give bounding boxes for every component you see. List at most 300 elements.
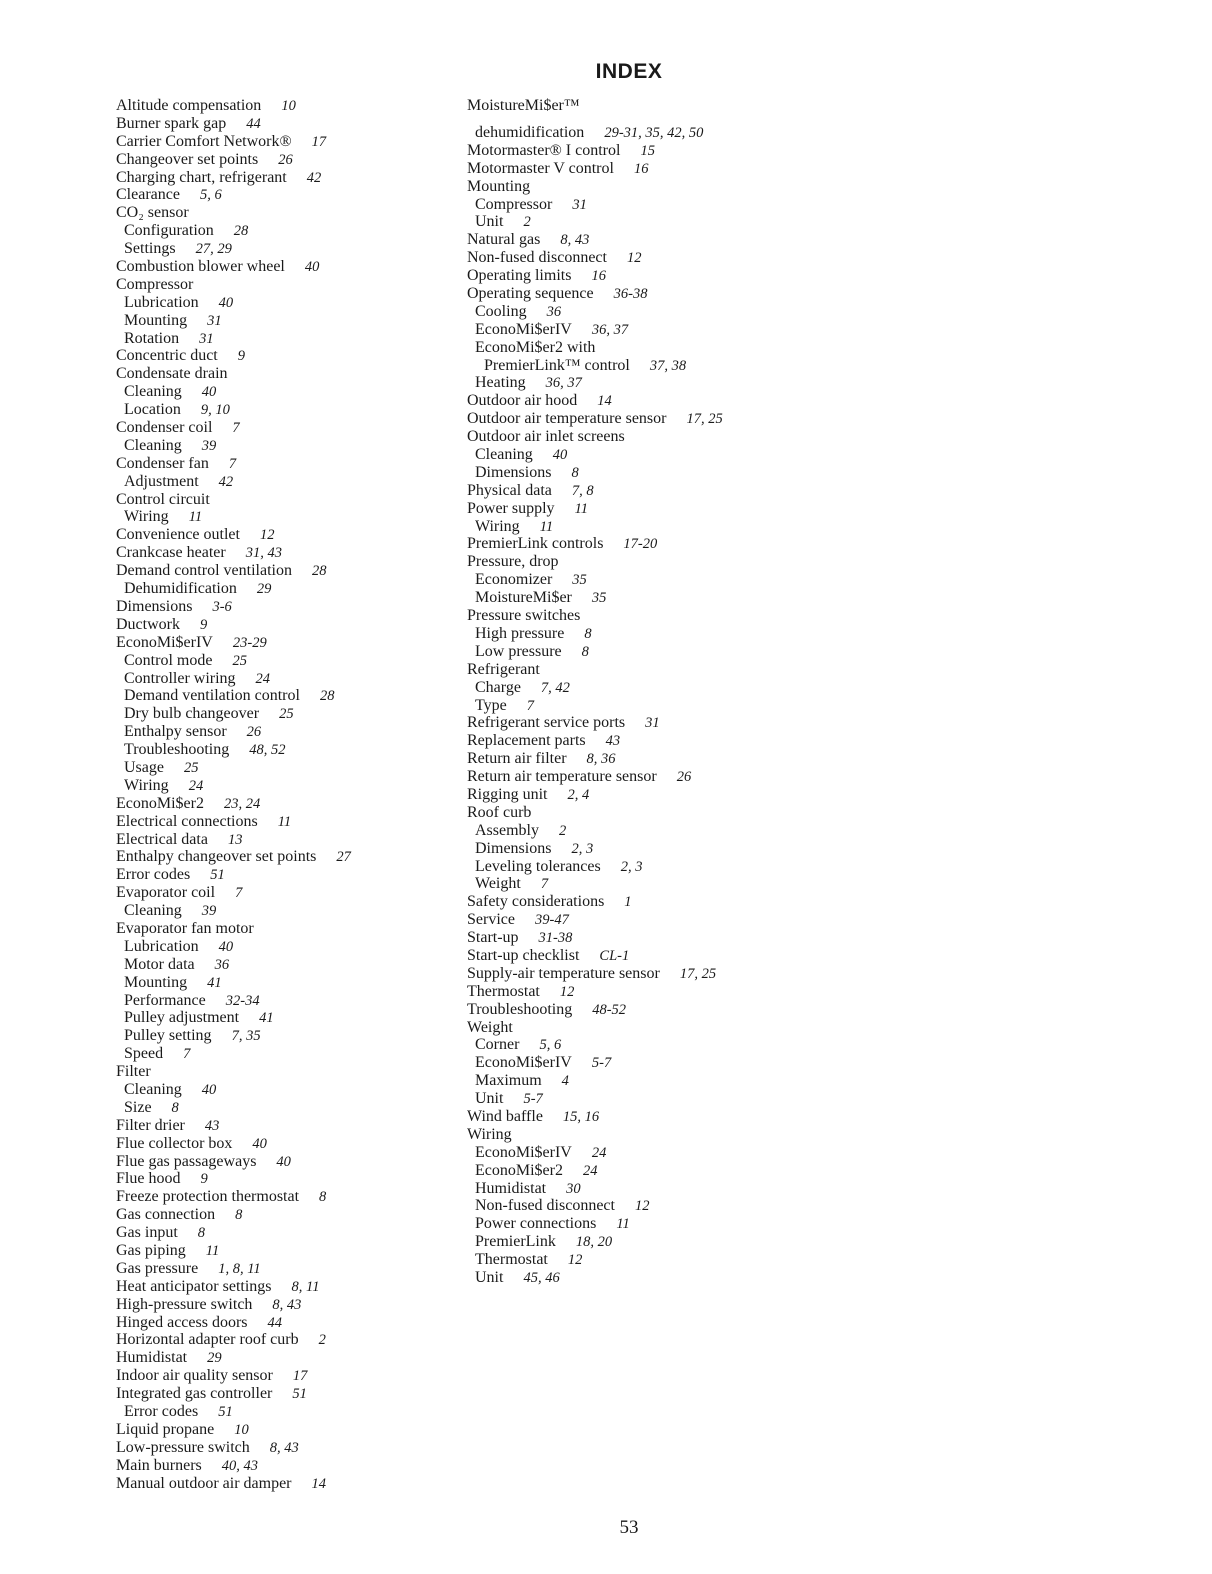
index-page-ref: 4 <box>561 1073 569 1090</box>
index-page-ref: 31 <box>645 715 660 732</box>
index-entry <box>467 1215 797 1233</box>
index-page-ref: 11 <box>188 509 203 526</box>
index-page-ref: 40 <box>276 1153 291 1170</box>
index-term: Replacement parts <box>467 732 586 750</box>
index-page-ref: 12 <box>634 1198 650 1215</box>
index-entry <box>116 294 456 312</box>
index-entry <box>116 1188 456 1206</box>
index-term: Outdoor air hood <box>467 392 578 410</box>
index-page-ref: 27 <box>336 849 351 866</box>
index-page-ref: 31 <box>199 330 214 347</box>
index-entry <box>116 652 456 670</box>
index-entry <box>467 768 797 786</box>
index-term: Roof curb <box>467 803 532 821</box>
index-page-ref: 43 <box>605 733 621 750</box>
index-term: Convenience outlet <box>116 526 240 544</box>
index-term: Enthalpy changeover set points <box>116 848 317 866</box>
index-page-ref: 40 <box>552 447 568 464</box>
index-term: Power connections <box>475 1215 597 1233</box>
index-entry <box>116 365 456 383</box>
index-entry <box>116 902 456 920</box>
index-term: Wiring <box>475 517 520 535</box>
index-page-ref: 17-20 <box>623 536 658 553</box>
index-term: Dimensions <box>116 597 193 615</box>
index-entry <box>116 634 456 652</box>
index-page-ref: 17, 25 <box>679 965 717 982</box>
index-entry <box>116 240 456 258</box>
index-page-ref: 17 <box>311 133 327 150</box>
index-entry <box>467 929 797 947</box>
index-term: Concentric duct <box>116 347 218 365</box>
index-term: Cleaning <box>124 1080 182 1098</box>
index-term: Dimensions <box>475 463 552 481</box>
index-term: Wiring <box>467 1125 512 1143</box>
index-page-ref: 40 <box>252 1135 267 1152</box>
index-page-ref: 31 <box>572 196 587 213</box>
index-entry <box>467 983 797 1001</box>
index-entry <box>467 321 797 339</box>
index-term: Unit <box>475 213 504 231</box>
index-term: Heating <box>475 374 526 392</box>
index-term: Maximum <box>475 1072 542 1090</box>
index-page-ref: 8, 43 <box>560 232 590 249</box>
index-entry <box>116 1475 456 1493</box>
index-term: Start-up checklist <box>467 946 580 964</box>
index-entry <box>116 383 456 401</box>
index-term: PremierLink™ control <box>484 356 630 374</box>
index-entry <box>467 392 797 410</box>
index-term: Evaporator coil <box>116 884 216 902</box>
index-page-ref: 26 <box>246 724 262 741</box>
index-entry <box>116 1278 456 1296</box>
index-entry <box>116 777 456 795</box>
index-entry <box>467 231 797 249</box>
index-term: Service <box>467 911 515 929</box>
index-entry <box>467 410 797 428</box>
index-term: PremierLink controls <box>467 535 604 553</box>
index-term: Cleaning <box>124 436 182 454</box>
index-entry <box>467 697 797 715</box>
index-entry <box>467 1019 797 1037</box>
index-page-ref: 9 <box>237 348 245 365</box>
index-term: Wind baffle <box>467 1107 543 1125</box>
index-term: Altitude compensation <box>116 97 262 114</box>
index-entry <box>467 339 797 357</box>
index-term: Dimensions <box>475 839 552 857</box>
index-entry <box>116 473 456 491</box>
index-term: Pulley adjustment <box>124 1009 240 1027</box>
index-page-ref: 25 <box>232 652 247 669</box>
index-term: Pressure switches <box>467 607 581 625</box>
index-term: Combustion blower wheel <box>116 258 285 276</box>
index-entry <box>467 750 797 768</box>
index-term: Outdoor air inlet screens <box>467 428 625 446</box>
index-entry <box>467 858 797 876</box>
index-entry <box>116 1260 456 1278</box>
index-term: Manual outdoor air damper <box>116 1474 292 1492</box>
index-page-ref: 8 <box>171 1099 179 1116</box>
index-page-ref: CL-1 <box>599 947 630 964</box>
index-entry <box>116 1403 456 1421</box>
index-page-ref: 29 <box>207 1350 222 1367</box>
index-entry <box>116 813 456 831</box>
index-term: Start-up <box>467 929 519 947</box>
index-entry <box>116 741 456 759</box>
index-entry <box>467 589 797 607</box>
index-entry <box>116 276 456 294</box>
index-page-ref: 28 <box>319 688 335 705</box>
index-entry <box>116 1117 456 1135</box>
index-entry <box>467 1162 797 1180</box>
index-entry <box>467 965 797 983</box>
index-page-ref: 10 <box>281 98 296 114</box>
index-entry <box>116 920 456 938</box>
index-term: Ductwork <box>116 615 180 633</box>
index-term: Heat anticipator settings <box>116 1277 272 1295</box>
index-term: Wiring <box>124 776 169 794</box>
index-page-ref: 40 <box>218 294 234 311</box>
index-entry <box>467 625 797 643</box>
index-entry <box>116 97 456 115</box>
index-entry <box>116 491 456 509</box>
index-term: EconoMi$er2 with <box>475 338 596 356</box>
index-term: Thermostat <box>467 982 540 1000</box>
index-page-ref: 25 <box>279 706 294 723</box>
index-page-ref: 18, 20 <box>575 1234 613 1251</box>
index-page-ref: 12 <box>567 1252 583 1269</box>
index-term: Humidistat <box>116 1349 188 1367</box>
index-entry <box>116 1385 456 1403</box>
index-term: Carrier Comfort Network® <box>116 132 292 150</box>
index-page-ref: 24 <box>591 1144 607 1161</box>
index-page-ref: 7 <box>232 420 240 437</box>
index-entry <box>116 347 456 365</box>
index-entry <box>467 249 797 267</box>
index-entry <box>116 831 456 849</box>
index-entry <box>467 732 797 750</box>
index-entry <box>116 258 456 276</box>
index-entry <box>116 795 456 813</box>
index-page-ref: 44 <box>246 115 261 132</box>
index-term: Troubleshooting <box>467 1000 573 1018</box>
index-entry <box>116 884 456 902</box>
index-page-ref: 40 <box>201 384 217 401</box>
index-page-ref: 7, 42 <box>540 679 570 696</box>
index-entry <box>116 437 456 455</box>
index-page-ref: 17 <box>292 1368 308 1385</box>
index-entry <box>467 661 797 679</box>
index-entry <box>116 115 456 133</box>
index-entry <box>116 1206 456 1224</box>
index-term: High-pressure switch <box>116 1295 253 1313</box>
index-term: Filter <box>116 1063 151 1081</box>
index-entry <box>116 1242 456 1260</box>
index-page-ref: 28 <box>311 563 327 580</box>
index-entry <box>467 1144 797 1162</box>
index-page-ref: 30 <box>566 1180 581 1197</box>
index-page-ref: 5, 6 <box>539 1037 562 1054</box>
index-page-ref: 27, 29 <box>195 241 232 258</box>
index-page-ref: 43 <box>204 1117 220 1134</box>
index-page-ref: 2, 3 <box>620 858 643 875</box>
index-entry <box>116 544 456 562</box>
index-entry <box>116 526 456 544</box>
index-entry <box>116 455 456 473</box>
index-page-ref: 8, 36 <box>586 751 616 768</box>
index-entry <box>116 330 456 348</box>
index-page-ref: 26 <box>278 151 293 168</box>
index-entry <box>116 723 456 741</box>
index-term: Troubleshooting <box>124 741 230 759</box>
index-page-ref: 2, 3 <box>571 840 594 857</box>
index-entry <box>467 178 797 196</box>
index-page-ref: 36, 37 <box>591 321 629 338</box>
index-term: Safety considerations <box>467 893 605 911</box>
index-term: Size <box>124 1098 152 1116</box>
index-page-ref: 37, 38 <box>649 357 687 374</box>
index-page-ref: 11 <box>539 518 554 535</box>
index-term: Electrical data <box>116 830 208 848</box>
index-term: EconoMi$erIV <box>116 633 213 651</box>
index-page-ref: 12 <box>626 250 642 267</box>
index-entry <box>467 643 797 661</box>
index-term: Non-fused disconnect <box>467 249 607 267</box>
index-term: Type <box>475 696 507 714</box>
index-term: Corner <box>475 1036 520 1054</box>
index-term: Adjustment <box>124 472 199 490</box>
index-entry <box>116 1421 456 1439</box>
index-page-ref: 5-7 <box>523 1091 543 1108</box>
index-entry <box>116 1439 456 1457</box>
index-term: Main burners <box>116 1456 202 1474</box>
index-term: Return air filter <box>467 750 567 768</box>
index-page-ref: 31 <box>207 312 222 329</box>
index-term: Electrical connections <box>116 812 258 830</box>
index-term: Rigging unit <box>467 785 548 803</box>
index-term: Refrigerant service ports <box>467 714 626 732</box>
index-term: Economizer <box>475 571 553 589</box>
index-page-ref: 40 <box>304 259 320 276</box>
index-page-ref: 5-7 <box>591 1055 612 1072</box>
page-title: INDEX <box>595 60 663 83</box>
index-page-ref: 8 <box>197 1225 206 1242</box>
index-entry <box>467 947 797 965</box>
index-term: Supply-air temperature sensor <box>467 964 660 982</box>
index-term: Enthalpy sensor <box>124 723 227 741</box>
index-term: Motormaster® I control <box>467 141 621 159</box>
index-term: Gas connection <box>116 1206 216 1224</box>
index-term: EconoMi$erIV <box>475 1143 572 1161</box>
index-term: High pressure <box>475 624 565 642</box>
index-entry <box>467 1054 797 1072</box>
index-term: Motor data <box>124 955 195 973</box>
index-entry <box>467 518 797 536</box>
index-page-ref: 7 <box>235 885 243 902</box>
index-entry <box>467 804 797 822</box>
index-page-ref: 2 <box>318 1332 326 1349</box>
index-page-ref: 9 <box>199 616 208 633</box>
index-page-ref: 9 <box>200 1171 208 1188</box>
index-entry <box>467 1108 797 1126</box>
index-entry <box>116 1296 456 1314</box>
index-entry <box>467 535 797 553</box>
index-entry <box>467 464 797 482</box>
index-page-ref: 8, 43 <box>272 1296 302 1313</box>
index-entry <box>116 222 456 240</box>
index-page-ref: 15, 16 <box>562 1108 600 1125</box>
index-term: EconoMi$er2 <box>116 794 204 812</box>
index-term: Usage <box>124 758 164 776</box>
index-page-ref: 24 <box>582 1162 598 1179</box>
index-entry <box>467 553 797 571</box>
index-term: CO₂ sensor <box>116 204 189 222</box>
index-term: MoistureMi$er <box>475 589 572 607</box>
index-page-ref: 24 <box>188 777 204 794</box>
index-entry <box>116 670 456 688</box>
index-term: Changeover set points <box>116 150 259 168</box>
index-page-ref: 2 <box>523 214 531 231</box>
index-term: Hinged access doors <box>116 1313 248 1331</box>
index-page-ref: 29-31, 35, 42, 50 <box>604 125 704 141</box>
index-entry <box>467 303 797 321</box>
index-entry <box>467 840 797 858</box>
index-term: Flue collector box <box>116 1134 233 1152</box>
index-term: Filter drier <box>116 1116 185 1134</box>
index-entry <box>467 124 797 142</box>
index-entry <box>116 1457 456 1475</box>
index-term: Speed <box>124 1045 164 1063</box>
index-entry <box>467 607 797 625</box>
index-entry <box>116 687 456 705</box>
index-entry <box>467 911 797 929</box>
index-page-ref: 42 <box>306 169 322 186</box>
index-page-ref: 48, 52 <box>249 742 286 759</box>
index-entry <box>467 1269 797 1287</box>
index-page-ref: 36, 37 <box>545 375 582 392</box>
index-page-ref: 26 <box>676 769 692 786</box>
index-entry <box>467 875 797 893</box>
index-term: Thermostat <box>475 1251 548 1269</box>
index-entry <box>116 1063 456 1081</box>
index-entry <box>467 196 797 214</box>
index-term: Crankcase heater <box>116 544 226 562</box>
index-term: Error codes <box>116 866 191 884</box>
index-page-ref: 36-38 <box>613 286 648 303</box>
index-page-ref: 24 <box>255 670 271 687</box>
index-entry <box>116 705 456 723</box>
index-page-ref: 8 <box>319 1189 327 1206</box>
index-page-ref: 14 <box>597 393 612 410</box>
index-term: Condensate drain <box>116 365 228 383</box>
index-term: Charge <box>475 678 521 696</box>
index-entry <box>116 1045 456 1063</box>
index-page-ref: 44 <box>267 1314 283 1331</box>
index-term: Assembly <box>475 821 539 839</box>
index-page-ref: 35 <box>572 572 587 589</box>
index-page-ref: 41 <box>259 1010 274 1027</box>
index-entry <box>467 1001 797 1019</box>
index-term: Horizontal adapter roof curb <box>116 1331 299 1349</box>
index-page-ref: 8 <box>584 625 592 642</box>
index-entry <box>116 580 456 598</box>
index-term: Clearance <box>116 186 180 204</box>
index-page-ref: 40 <box>218 938 234 955</box>
index-term: Outdoor air temperature sensor <box>467 410 667 428</box>
index-entry <box>116 1331 456 1349</box>
index-term: Unit <box>475 1269 504 1286</box>
index-page-ref: 1, 8, 11 <box>218 1260 261 1277</box>
index-page-ref: 25 <box>183 759 199 776</box>
index-entry <box>116 151 456 169</box>
index-term: Mounting <box>124 311 188 329</box>
index-term: Motormaster V control <box>467 159 614 177</box>
index-entry <box>467 786 797 804</box>
index-term: Integrated gas controller <box>116 1385 273 1403</box>
index-page-ref: 11 <box>277 813 292 830</box>
index-entry <box>116 419 456 437</box>
index-entry <box>116 1135 456 1153</box>
index-entry <box>467 822 797 840</box>
index-term: MoistureMi$er™ <box>467 97 580 114</box>
index-entry <box>467 142 797 160</box>
index-entry <box>116 866 456 884</box>
index-term: Settings <box>124 240 176 258</box>
index-page-ref: 14 <box>311 1475 326 1492</box>
index-term: Operating limits <box>467 267 572 285</box>
index-page-ref: 23, 24 <box>223 795 261 812</box>
index-column-left <box>116 97 456 1492</box>
index-entry <box>467 374 797 392</box>
index-entry <box>467 357 797 375</box>
index-entry <box>116 974 456 992</box>
index-entry <box>116 1314 456 1332</box>
index-term: Mounting <box>467 177 531 195</box>
index-entry <box>467 160 797 178</box>
index-entry <box>116 562 456 580</box>
index-page-ref: 40, 43 <box>221 1457 259 1474</box>
index-term: Rotation <box>124 329 180 347</box>
index-term: Condenser fan <box>116 454 209 472</box>
index-page-ref: 7 <box>183 1046 191 1063</box>
index-entry <box>467 97 797 124</box>
index-entry <box>467 428 797 446</box>
index-term: dehumidification <box>475 124 585 141</box>
index-term: Controller wiring <box>124 669 236 687</box>
index-page-ref: 8 <box>235 1207 243 1224</box>
index-term: Dry bulb changeover <box>124 705 260 723</box>
index-page-ref: 28 <box>233 223 249 240</box>
index-term: EconoMi$erIV <box>475 1054 572 1072</box>
index-page-ref: 48-52 <box>592 1001 627 1018</box>
index-page-ref: 2, 4 <box>567 786 590 803</box>
index-page-ref: 51 <box>210 867 225 884</box>
index-term: Condenser coil <box>116 419 213 437</box>
index-term: Demand ventilation control <box>124 687 300 705</box>
index-term: Pressure, drop <box>467 553 559 571</box>
index-entry <box>116 186 456 204</box>
index-page-ref: 8 <box>581 643 589 660</box>
index-term: Location <box>124 401 181 419</box>
index-term: Lubrication <box>124 293 199 311</box>
page-number: 53 <box>619 1517 639 1538</box>
index-term: Mounting <box>124 973 188 991</box>
index-page-ref: 36 <box>546 303 562 320</box>
index-term: Low-pressure switch <box>116 1438 250 1456</box>
index-entry <box>116 1349 456 1367</box>
index-term: Lubrication <box>124 937 199 955</box>
index-term: PremierLink <box>475 1233 556 1251</box>
index-page-ref: 7, 8 <box>571 482 594 499</box>
